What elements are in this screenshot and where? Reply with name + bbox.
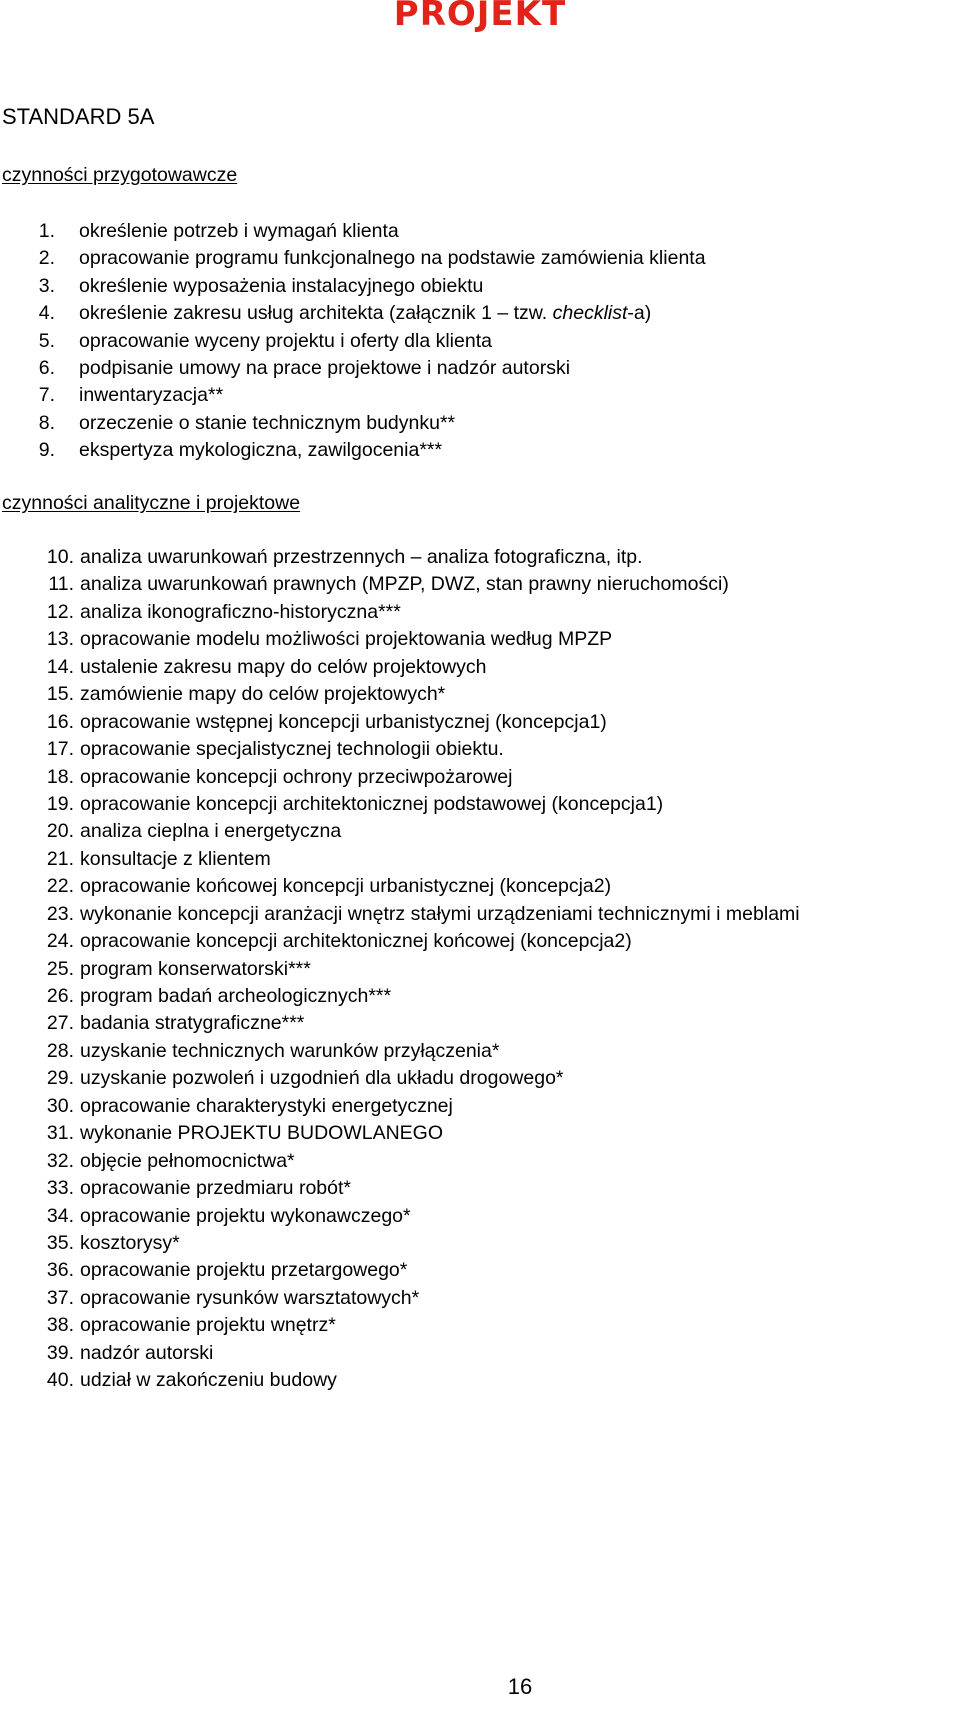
item-number: 39. [46, 1341, 74, 1364]
item-text: opracowanie modelu możliwości projektowania według MPZP [80, 628, 613, 651]
section-heading-analytical: czynności analityczne i projektowe [2, 492, 301, 514]
item-number: 20. [46, 820, 74, 843]
list-item [0, 1065, 960, 1092]
list-item [0, 983, 960, 1010]
list-item [0, 328, 960, 355]
item-number: 19. [46, 792, 74, 815]
item-text: opracowanie programu funkcjonalnego na podstawie zamówienia klienta [79, 247, 706, 270]
item-text: orzeczenie o stanie technicznym budynku** [79, 411, 456, 434]
list-item [0, 1340, 960, 1367]
item-number: 11. [48, 573, 74, 596]
list-item [0, 956, 960, 983]
list-item [0, 544, 960, 571]
list-item [0, 382, 960, 409]
preparatory-activities-list [0, 218, 960, 465]
item-number: 8. [38, 411, 55, 434]
item-number: 29. [46, 1067, 74, 1090]
list-item [0, 1010, 960, 1037]
item-text: uzyskanie technicznych warunków przyłączenia* [80, 1039, 500, 1062]
item-text: podpisanie umowy na prace projektowe i nadzór autorski [79, 356, 571, 379]
list-item [0, 1038, 960, 1065]
item-text: analiza uwarunkowań prawnych (MPZP, DWZ, stan prawny nieruchomości) [80, 573, 729, 596]
item-number: 28. [46, 1039, 74, 1062]
item-number: 40. [46, 1369, 74, 1392]
item-number: 9. [38, 439, 55, 462]
item-number: 17. [46, 738, 74, 761]
item-text: zamówienie mapy do celów projektowych* [80, 683, 446, 706]
item-text: opracowanie projektu wykonawczego* [80, 1204, 411, 1227]
item-text: program konserwatorski*** [80, 957, 311, 980]
item-text: opracowanie wstępnej koncepcji urbanistycznej (koncepcja1) [80, 710, 607, 733]
list-item [0, 1285, 960, 1312]
list-item [0, 901, 960, 928]
item-text: określenie wyposażenia instalacyjnego obiektu [79, 274, 484, 297]
item-text: wykonanie PROJEKTU BUDOWLANEGO [80, 1122, 444, 1145]
item-number: 38. [46, 1314, 74, 1337]
item-text-suffix: -a) [627, 302, 652, 325]
item-number: 14. [46, 655, 74, 678]
list-item [0, 846, 960, 873]
list-item [0, 681, 960, 708]
item-number: 2. [38, 247, 55, 270]
item-number: 1. [38, 220, 55, 242]
item-text: inwentaryzacja** [79, 384, 224, 407]
list-item [0, 1148, 960, 1175]
list-item [0, 1175, 960, 1202]
list-item [0, 571, 960, 598]
item-text: opracowanie rysunków warsztatowych* [80, 1286, 420, 1309]
list-item [0, 1203, 960, 1230]
list-item [0, 355, 960, 382]
item-number: 12. [46, 600, 74, 623]
list-item [0, 1312, 960, 1339]
list-item [0, 1093, 960, 1120]
item-number: 6. [38, 356, 55, 379]
item-text: opracowanie koncepcji architektonicznej podstawowej (koncepcja1) [80, 792, 664, 815]
item-number: 16. [46, 710, 74, 733]
list-item [0, 626, 960, 653]
list-item [0, 764, 960, 791]
list-item [0, 928, 960, 955]
item-text: analiza ikonograficzno-historyczna*** [80, 600, 401, 623]
list-item [0, 437, 960, 464]
list-item [0, 736, 960, 763]
item-text: określenie potrzeb i wymagań klienta [79, 220, 399, 242]
item-number: 26. [46, 985, 74, 1007]
item-number: 36. [46, 1259, 74, 1282]
list-item [0, 1120, 960, 1147]
item-number: 10. [46, 546, 74, 568]
item-number: 33. [46, 1177, 74, 1200]
item-text: wykonanie koncepcji aranżacji wnętrz stałymi urządzeniami technicznymi i meblami [80, 902, 800, 925]
list-item [0, 599, 960, 626]
item-number: 30. [46, 1094, 74, 1117]
item-number: 34. [46, 1204, 74, 1227]
list-item [0, 410, 960, 437]
item-text: udział w zakończeniu budowy [80, 1369, 337, 1392]
item-number: 15. [46, 683, 74, 706]
item-text: konsultacje z klientem [80, 847, 271, 870]
list-item [0, 709, 960, 736]
item-text: objęcie pełnomocnictwa* [80, 1149, 295, 1172]
item-text-italic: checklist [552, 302, 628, 325]
item-text: opracowanie końcowej koncepcji urbanistycznej (koncepcja2) [80, 875, 612, 898]
item-text: opracowanie projektu przetargowego* [80, 1259, 408, 1282]
item-text: analiza cieplna i energetyczna [80, 820, 342, 843]
item-text: opracowanie projektu wnętrz* [80, 1314, 336, 1337]
item-number: 21. [46, 847, 74, 870]
item-number: 5. [38, 329, 55, 352]
list-item [0, 873, 960, 900]
item-number: 7. [38, 384, 55, 407]
list-item [0, 1230, 960, 1257]
item-number: 37. [46, 1286, 74, 1309]
item-number: 31. [46, 1122, 74, 1145]
item-number: 24. [46, 930, 74, 953]
list-item [0, 1367, 960, 1394]
section-heading-preparatory: czynności przygotowawcze [2, 164, 238, 186]
list-item [0, 300, 960, 327]
list-item [0, 218, 960, 245]
item-number: 32. [46, 1149, 74, 1172]
item-text: nadzór autorski [80, 1341, 214, 1364]
item-number: 27. [46, 1012, 74, 1035]
list-item [0, 1257, 960, 1284]
item-text: analiza uwarunkowań przestrzennych – analiza fotograficzna, itp. [80, 546, 643, 568]
item-text: ustalenie zakresu mapy do celów projektowych [80, 655, 487, 678]
item-number: 13. [46, 628, 74, 651]
item-text: program badań archeologicznych*** [80, 985, 392, 1007]
item-text: opracowanie koncepcji ochrony przeciwpożarowej [80, 765, 513, 788]
item-number: 23. [46, 902, 74, 925]
item-text: opracowanie wyceny projektu i oferty dla klienta [79, 329, 492, 352]
list-item [0, 273, 960, 300]
page-number: 16 [507, 1674, 533, 1699]
item-number: 35. [46, 1231, 74, 1254]
item-text: uzyskanie pozwoleń i uzgodnień dla układu drogowego* [80, 1067, 564, 1090]
item-text: opracowanie koncepcji architektonicznej końcowej (koncepcja2) [80, 930, 632, 953]
item-text: badania stratygraficzne*** [80, 1012, 305, 1035]
list-item [0, 818, 960, 845]
item-number: 22. [46, 875, 74, 898]
item-text: kosztorysy* [80, 1231, 180, 1254]
header-brand-title: PROJEKT [393, 0, 567, 34]
item-text: ekspertyza mykologiczna, zawilgocenia*** [79, 439, 443, 462]
item-number: 4. [38, 302, 55, 325]
item-number: 18. [46, 765, 74, 788]
analytical-design-activities-list [0, 544, 960, 1395]
item-text: opracowanie przedmiaru robót* [80, 1177, 351, 1200]
list-item [0, 654, 960, 681]
item-text: opracowanie specjalistycznej technologii obiektu. [80, 738, 504, 761]
list-item [0, 245, 960, 272]
item-number: 25. [46, 957, 74, 980]
item-number: 3. [38, 274, 55, 297]
document-title: STANDARD 5A [2, 104, 155, 129]
list-item [0, 791, 960, 818]
item-text-main: określenie zakresu usług architekta (załącznik 1 – tzw. [79, 302, 553, 325]
item-text [79, 300, 651, 327]
item-text: opracowanie charakterystyki energetycznej [80, 1094, 453, 1117]
